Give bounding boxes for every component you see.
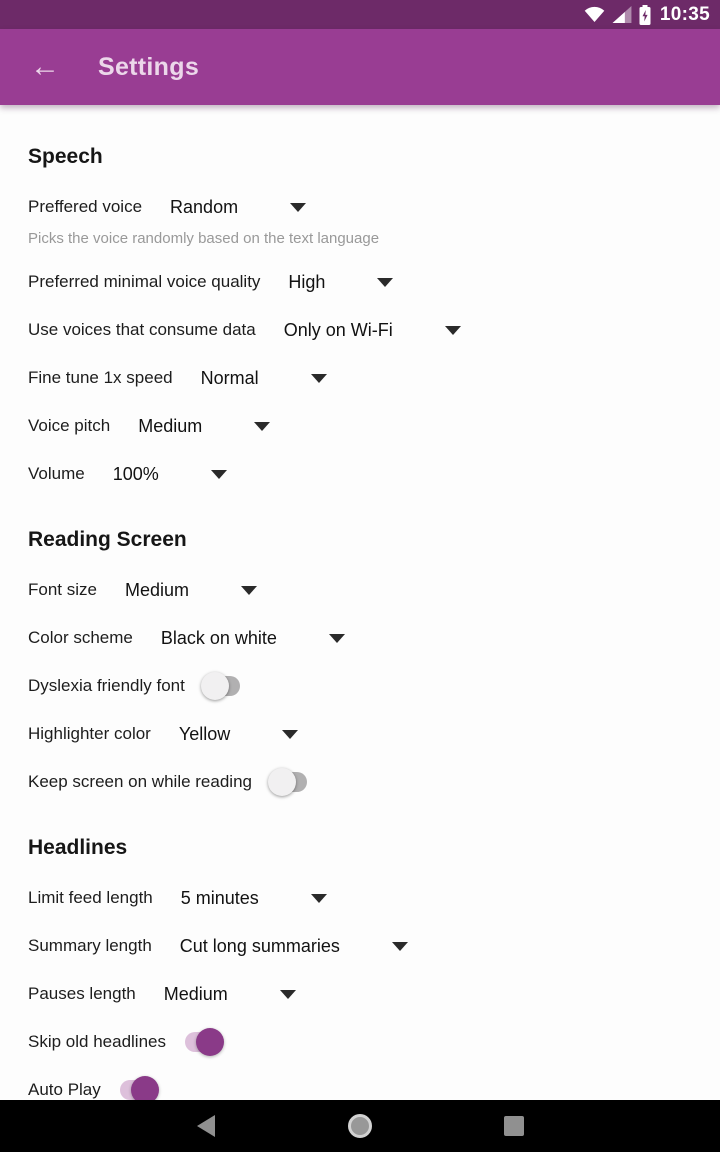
dropdown-value: 5 minutes [180, 887, 259, 908]
toggle-thumb [268, 768, 296, 796]
chevron-down-icon [290, 203, 306, 212]
dropdown[interactable] [201, 368, 327, 389]
setting-label: Preffered voice [28, 197, 143, 216]
dropdown[interactable] [138, 416, 270, 437]
setting-row [28, 450, 720, 498]
nav-home-icon [348, 1114, 372, 1138]
dropdown-value: Normal [200, 367, 259, 388]
settings-section [28, 141, 720, 498]
back-button[interactable]: ← [30, 52, 64, 82]
chevron-down-icon [280, 990, 296, 999]
dropdown[interactable] [181, 888, 327, 909]
dropdown-value: Yellow [178, 723, 231, 744]
dropdown[interactable] [125, 580, 257, 601]
dropdown-value: High [288, 271, 326, 292]
setting-row [28, 614, 720, 662]
section-title: Reading Screen [28, 528, 187, 551]
chevron-down-icon [311, 894, 327, 903]
setting-row [28, 306, 720, 354]
setting-label: Summary length [28, 936, 152, 955]
app-bar [0, 29, 720, 105]
chevron-down-icon [211, 470, 227, 479]
settings-list [0, 141, 720, 1114]
chevron-down-icon [254, 422, 270, 431]
setting-label: Volume [28, 464, 85, 483]
setting-row [28, 354, 720, 402]
status-time: 10:35 [659, 4, 710, 25]
setting-row [28, 662, 720, 710]
setting-label: Skip old headlines [28, 1032, 166, 1051]
dropdown[interactable] [164, 984, 296, 1005]
nav-recents-button[interactable] [501, 1113, 527, 1139]
toggle-thumb [201, 672, 229, 700]
dropdown-value: 100% [112, 463, 159, 484]
battery-charging-icon [639, 5, 651, 25]
setting-label: Color scheme [28, 628, 133, 647]
dropdown-value: Black on white [160, 627, 277, 648]
dropdown[interactable] [161, 628, 345, 649]
chevron-down-icon [241, 586, 257, 595]
setting-label: Use voices that consume data [28, 320, 256, 339]
section-rows [28, 183, 720, 498]
setting-row [28, 1018, 720, 1066]
dropdown[interactable] [288, 272, 393, 293]
chevron-down-icon [445, 326, 461, 335]
page-title: Settings [98, 52, 200, 81]
setting-subtitle: Picks the voice randomly based on the text language [28, 230, 380, 247]
setting-label: Font size [28, 580, 97, 599]
dropdown-value: Random [170, 196, 239, 217]
dropdown[interactable] [113, 464, 227, 485]
setting-label: Keep screen on while reading [28, 772, 252, 791]
setting-row [28, 970, 720, 1018]
setting-label: Fine tune 1x speed [28, 368, 173, 387]
section-rows [28, 874, 720, 1114]
nav-back-button[interactable] [193, 1113, 219, 1139]
settings-section [28, 524, 720, 806]
chevron-down-icon [282, 730, 298, 739]
dropdown[interactable] [170, 197, 306, 218]
nav-recents-icon [504, 1116, 524, 1136]
toggle-switch[interactable] [201, 672, 243, 700]
setting-row [28, 402, 720, 450]
status-bar [0, 0, 720, 29]
dropdown[interactable] [179, 724, 298, 745]
chevron-down-icon [377, 278, 393, 287]
setting-row [28, 566, 720, 614]
setting-label: Highlighter color [28, 724, 151, 743]
dropdown-value: Only on Wi-Fi [283, 319, 393, 340]
chevron-down-icon [329, 634, 345, 643]
dropdown-value: Medium [124, 579, 190, 600]
cell-signal-icon [612, 6, 632, 23]
dropdown[interactable] [284, 320, 461, 341]
setting-row [28, 874, 720, 922]
settings-section [28, 832, 720, 1114]
dropdown-value: Medium [163, 983, 228, 1004]
section-title: Speech [28, 145, 103, 168]
nav-back-icon [197, 1115, 215, 1137]
setting-row [28, 183, 720, 231]
setting-row [28, 710, 720, 758]
section-title: Headlines [28, 836, 128, 859]
nav-home-button[interactable] [347, 1113, 373, 1139]
section-rows [28, 566, 720, 806]
toggle-switch[interactable] [268, 768, 310, 796]
wifi-icon [584, 6, 605, 23]
setting-row [28, 922, 720, 970]
setting-row [28, 758, 720, 806]
setting-label: Limit feed length [28, 888, 153, 907]
setting-label: Pauses length [28, 984, 136, 1003]
dropdown[interactable] [180, 936, 408, 957]
setting-label: Preferred minimal voice quality [28, 272, 261, 291]
setting-label: Voice pitch [28, 416, 111, 435]
chevron-down-icon [311, 374, 327, 383]
setting-label: Dyslexia friendly font [28, 676, 185, 695]
dropdown-value: Cut long summaries [179, 935, 340, 956]
chevron-down-icon [392, 942, 408, 951]
dropdown-value: Medium [138, 415, 203, 436]
toggle-switch[interactable] [182, 1028, 224, 1056]
setting-label: Auto Play [28, 1080, 101, 1099]
toggle-thumb [196, 1028, 224, 1056]
setting-row [28, 258, 720, 306]
navigation-bar [0, 1100, 720, 1152]
